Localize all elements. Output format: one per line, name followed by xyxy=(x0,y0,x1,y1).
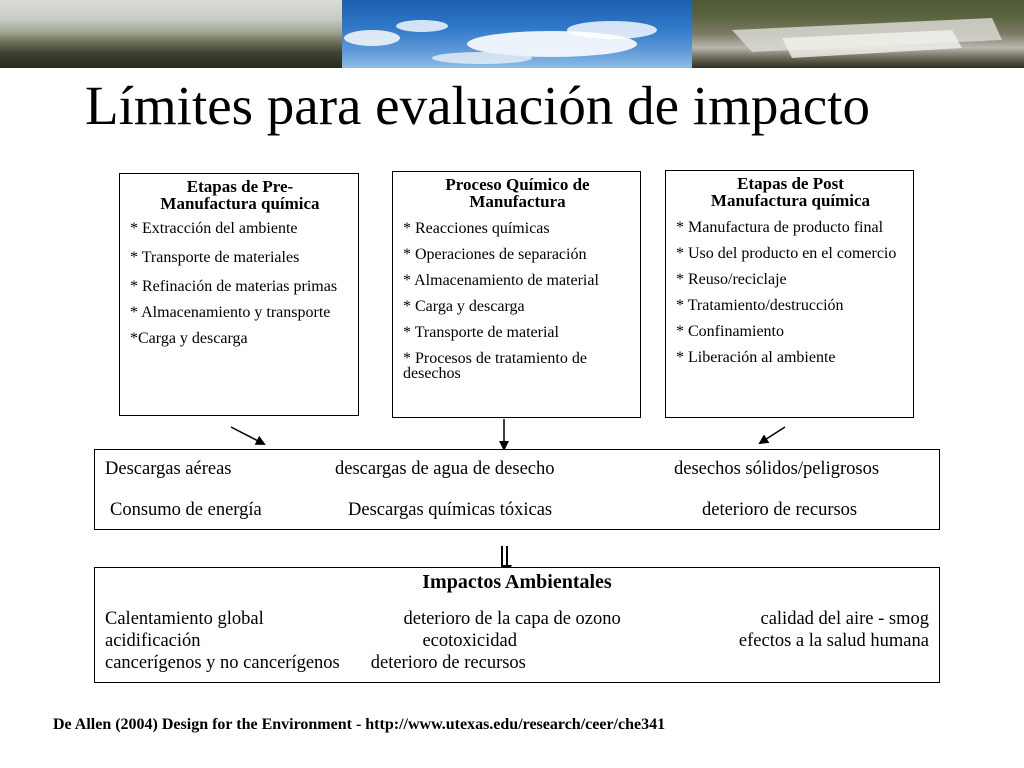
pre-manufacture-item: *Carga y descarga xyxy=(130,330,248,347)
impacts-line xyxy=(105,630,929,652)
impact-item: ecotoxicidad xyxy=(422,631,517,651)
impact-item: deterioro de recursos xyxy=(370,653,526,673)
impacts-title: Impactos Ambientales xyxy=(422,571,612,593)
post-manufacture-heading-line1: Etapas de Post xyxy=(737,174,844,193)
post-manufacture-item: * Liberación al ambiente xyxy=(676,349,836,366)
impact-item: calidad del aire - smog xyxy=(760,609,929,629)
process-item: * Almacenamiento de material xyxy=(403,272,599,289)
process-item: * Operaciones de separación xyxy=(403,246,587,263)
impacts-line xyxy=(105,608,929,630)
post-manufacture-heading xyxy=(676,175,905,209)
discharge-item: descargas de agua de desecho xyxy=(335,459,555,479)
post-manufacture-item: * Uso del producto en el comercio xyxy=(676,245,897,262)
pre-manufacture-item: * Extracción del ambiente xyxy=(130,220,298,237)
impact-item: efectos a la salud humana xyxy=(738,631,929,651)
process-heading xyxy=(403,176,632,210)
impacts-box xyxy=(94,567,940,683)
pre-manufacture-box xyxy=(119,173,359,416)
post-manufacture-item: * Manufactura de producto final xyxy=(676,219,884,236)
pre-manufacture-item: * Refinación de materias primas xyxy=(130,278,338,295)
citation-footer: De Allen (2004) Design for the Environment - http://www.utexas.edu/research/ceer/che341 xyxy=(53,716,666,733)
process-heading-line1: Proceso Químico de xyxy=(445,175,590,194)
impact-item: cancerígenos y no cancerígenos xyxy=(105,653,340,673)
impacts-text xyxy=(105,608,929,674)
process-item: * Carga y descarga xyxy=(403,298,525,315)
discharge-item: deterioro de recursos xyxy=(702,500,858,520)
discharge-item: Descargas químicas tóxicas xyxy=(348,500,553,520)
pre-manufacture-item: * Transporte de materiales xyxy=(130,249,300,266)
discharge-item: Descargas aéreas xyxy=(105,459,232,479)
pre-manufacture-item: * Almacenamiento y transporte xyxy=(130,304,331,321)
discharges-box xyxy=(94,449,940,530)
impact-item: acidificación xyxy=(105,631,201,651)
discharge-item: desechos sólidos/peligrosos xyxy=(674,459,880,479)
process-item: * Reacciones químicas xyxy=(403,220,550,237)
process-heading-line2: Manufactura xyxy=(469,192,566,211)
pre-manufacture-heading-line2: Manufactura química xyxy=(160,194,320,213)
impact-item: deterioro de la capa de ozono xyxy=(403,609,621,629)
post-manufacture-item: * Confinamiento xyxy=(676,323,784,340)
pre-manufacture-heading xyxy=(130,178,350,212)
post-manufacture-box xyxy=(665,170,914,418)
post-manufacture-heading-line2: Manufactura química xyxy=(710,191,871,210)
pre-manufacture-heading-line1: Etapas de Pre- xyxy=(186,177,294,196)
post-manufacture-item: * Tratamiento/destrucción xyxy=(676,297,844,314)
arrow-pre-to-discharges xyxy=(231,427,264,444)
process-item: * Transporte de material xyxy=(403,324,559,341)
post-manufacture-item: * Reuso/reciclaje xyxy=(676,271,787,288)
process-box xyxy=(392,171,641,418)
arrow-post-to-discharges xyxy=(760,427,785,443)
impacts-line xyxy=(105,652,929,674)
page-title: Límites para evaluación de impacto xyxy=(85,75,870,136)
discharge-item: Consumo de energía xyxy=(110,500,262,520)
process-item: * Procesos de tratamiento de desechos xyxy=(403,350,587,382)
impact-item: Calentamiento global xyxy=(105,609,264,629)
